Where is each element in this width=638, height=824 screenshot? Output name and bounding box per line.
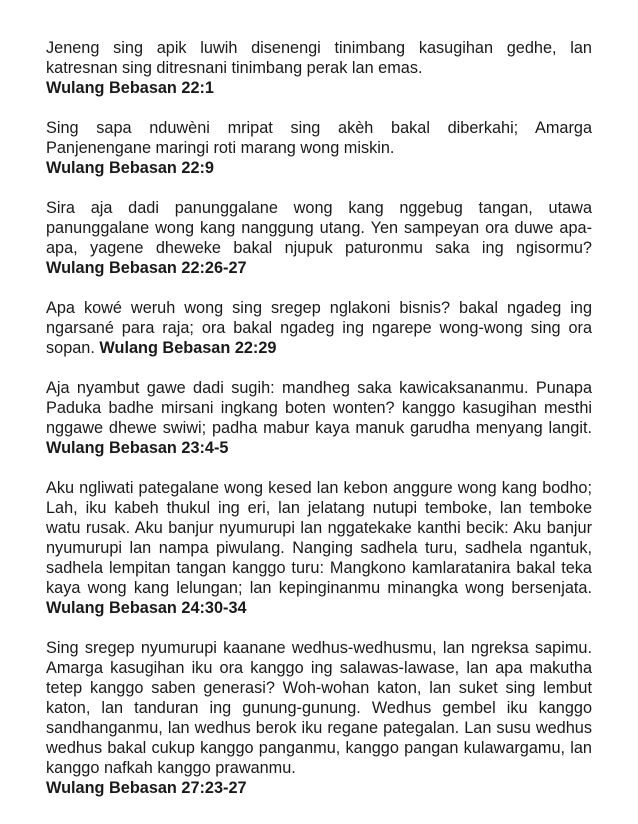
passage-text: Aku ngliwati pategalane wong kesed lan kebon anggure wong kang bodho; Lah, iku kabeh thukul ing eri, lan jelatang nutupi temboke, lan temboke watu rusak. Aku banjur nyumurupi lan nggatekake kanthi becik: Aku banjur nyumurupi lan nampa piwulang. Nanging sadhela turu, sadhela ngantuk, sadhela lempitan tangan kanggo turu: Mangkono kamlaratanira bakal teka kaya wong kang lelungan; lan kepinginanmu minangka wong bersenjata. (46, 479, 592, 597)
passage-7 (46, 638, 592, 798)
passage-reference: Wulang Bebasan 22:29 (99, 339, 277, 357)
passage-2 (46, 118, 592, 178)
passage-5 (46, 378, 592, 458)
passage-text: Aja nyambut gawe dadi sugih: mandheg saka kawicaksananmu. Punapa Paduka badhe mirsani ingkang boten wonten? kanggo kasugihan mesthi nggawe dhewe swiwi; padha mabur kaya manuk garudha menyang langit. (46, 379, 592, 437)
passage-reference: Wulang Bebasan 23:4-5 (46, 439, 229, 457)
passage-1 (46, 38, 592, 98)
passage-text: Apa kowé weruh wong sing sregep nglakoni bisnis? bakal ngadeg ing ngarsané para raja; ora bakal ngadeg ing ngarepe wong-wong sing ora sopan. (46, 299, 592, 357)
passage-4 (46, 298, 592, 358)
passage-reference: Wulang Bebasan 22:26-27 (46, 259, 247, 277)
passage-reference: Wulang Bebasan 22:1 (46, 79, 214, 97)
passage-3 (46, 198, 592, 278)
passage-6 (46, 478, 592, 618)
proverbs-document (46, 38, 592, 798)
passage-reference: Wulang Bebasan 22:9 (46, 159, 214, 177)
passage-text: Jeneng sing apik luwih disenengi tinimbang kasugihan gedhe, lan katresnan sing ditresnani tinimbang perak lan emas. (46, 39, 592, 77)
passage-text: Sing sregep nyumurupi kaanane wedhus-wedhusmu, lan ngreksa sapimu. Amarga kasugihan iku ora kanggo ing salawas-lawase, lan apa makutha tetep kanggo saben generasi? Woh-wohan katon, lan suket sing lembut katon, lan tanduran ing gunung-gunung. Wedhus gembel iku kanggo sandhanganmu, lan wedhus berok iku regane pategalan. Lan susu wedhus wedhus bakal cukup kanggo panganmu, kanggo pangan kulawargamu, lan kanggo nafkah kanggo prawanmu. (46, 639, 592, 777)
passage-text: Sira aja dadi panunggalane wong kang nggebug tangan, utawa panunggalane wong kang nanggung utang. Yen sampeyan ora duwe apa-apa, yagene dheweke bakal njupuk paturonmu saka ing ngisormu? (46, 199, 592, 257)
passage-reference: Wulang Bebasan 27:23-27 (46, 779, 247, 797)
passage-text: Sing sapa nduwèni mripat sing akèh bakal diberkahi; Amarga Panjenengane maringi roti marang wong miskin. (46, 119, 592, 157)
passage-reference: Wulang Bebasan 24:30-34 (46, 599, 247, 617)
